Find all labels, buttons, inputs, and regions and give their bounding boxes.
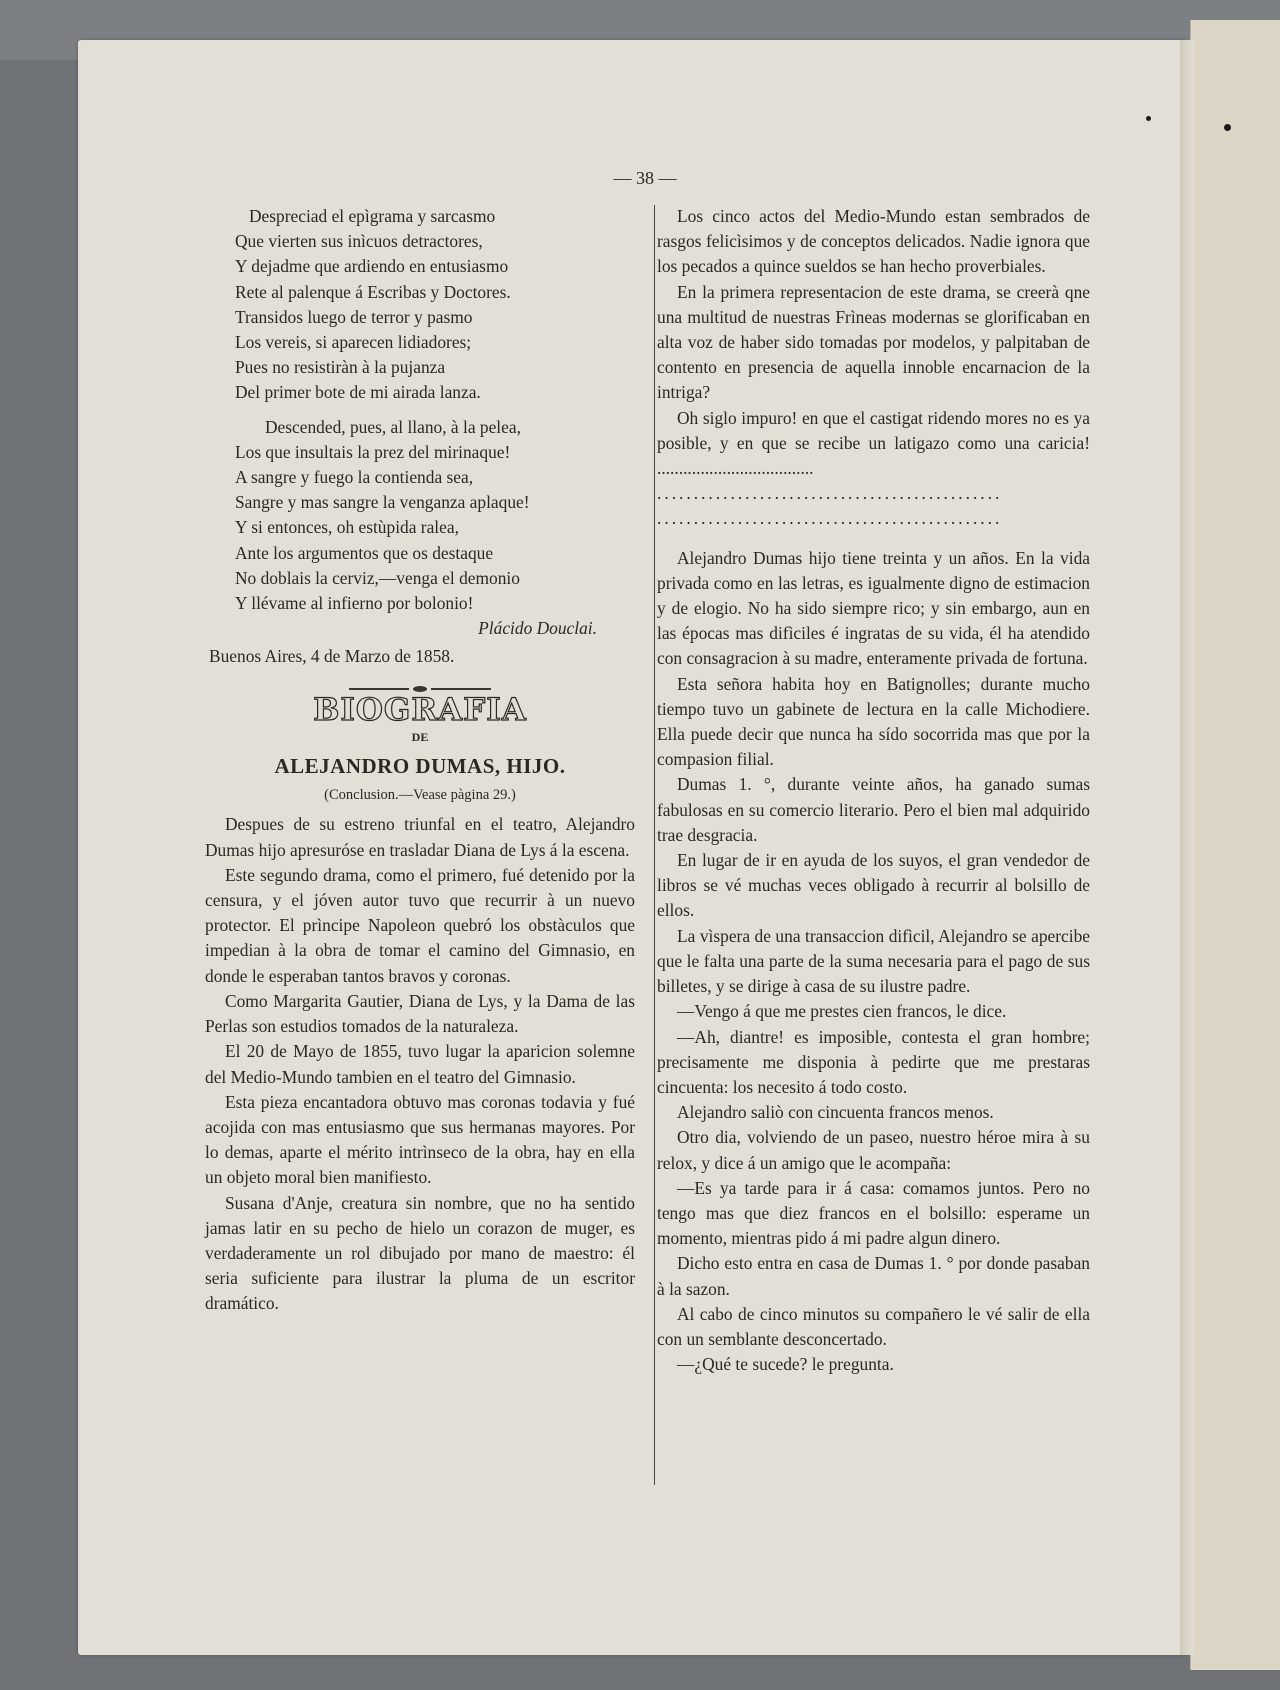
dot-leader-line: ............................................... bbox=[657, 483, 1003, 504]
paragraph: —¿Qué te sucede? le pregunta. bbox=[677, 1354, 894, 1375]
verse-line: Que vierten sus inìcuos detractores, bbox=[235, 231, 483, 252]
continuation-note: (Conclusion.—Vease pàgina 29.) bbox=[324, 787, 516, 804]
paragraph: En la primera representacion de este drama, se creerà qne una multitud de nuestras Frìneas modernas se glorificaban en alta voz de haber sido tomadas por modelos, y palpitaban de contento en presencia de aquella innoble encarnacion de la intriga? bbox=[657, 281, 1090, 403]
poem-stanza-1 bbox=[205, 204, 635, 406]
verse-line: Los vereis, si aparecen lidiadores; bbox=[235, 332, 472, 353]
paragraph: Esta señora habita hoy en Batignolles; durante mucho tiempo tuvo un gabinete de lectura en la calle Michodiere. Ella puede decir que nunca ha sído socorrida mas que por la compasion filial. bbox=[657, 673, 1090, 770]
paragraph: Esta pieza encantadora obtuvo mas coronas todavia y fué acojida con mas entusiasmo que sus hermanas mayores. Por lo demas, aparte el mérito intrìnseco de la obra, hay en ella un objeto moral bien manifiesto. bbox=[205, 1091, 635, 1188]
left-column bbox=[205, 204, 635, 1317]
verse-line: Del primer bote de mi airada lanza. bbox=[235, 382, 481, 403]
paragraph: Despues de su estreno triunfal en el teatro, Alejandro Dumas hijo apresuróse en trasladar Diana de Lys á la escena. bbox=[205, 814, 635, 860]
paragraph: —Ah, diantre! es imposible, contesta el gran hombre; precisamente me disponia à pedirte que me prestaras cincuenta: los necesito á todo costo. bbox=[657, 1026, 1090, 1097]
verse-line: A sangre y fuego la contienda sea, bbox=[235, 467, 474, 488]
right-column bbox=[657, 204, 1090, 1377]
page-number: — 38 — bbox=[613, 168, 677, 188]
dateline: Buenos Aires, 4 de Marzo de 1858. bbox=[209, 646, 455, 667]
verse-line: Transidos luego de terror y pasmo bbox=[235, 306, 473, 327]
dot-leader-line: ............................................... bbox=[657, 508, 1003, 529]
paragraph: Este segundo drama, como el primero, fué detenido por la censura, y el jóven autor tuvo que recurrir à un nuevo protector. El prìncipe Napoleon quebró los obstàculos que impedian à la obra de tomar el camino del Gimnasio, en donde le esperaban tantos bravos y coronas. bbox=[205, 864, 635, 986]
verse-line: Y si entonces, oh estùpida ralea, bbox=[235, 517, 459, 538]
verse-line: Despreciad el epìgrama y sarcasmo bbox=[249, 206, 496, 226]
article-title-de: DE bbox=[411, 729, 429, 744]
paragraph: En lugar de ir en ayuda de los suyos, el gran vendedor de libros se vé muchas veces obligado à recurrir al bolsillo de ellos. bbox=[657, 850, 1090, 921]
verse-line: Y llévame al infierno por bolonio! bbox=[235, 593, 474, 614]
page-edge bbox=[1180, 40, 1194, 1655]
paragraph: Dicho esto entra en casa de Dumas 1. ° por donde pasaban à la sazon. bbox=[657, 1253, 1090, 1299]
worm-hole bbox=[1224, 124, 1231, 131]
verse-line: Los que insultais la prez del mirinaque! bbox=[235, 441, 511, 462]
paragraph: La vìspera de una transaccion difìcil, Alejandro se apercibe que le falta una parte de la suma necesaria para el pago de sus billetes, y se dirige à casa de su ilustre padre. bbox=[657, 925, 1090, 997]
paragraph: Alejandro Dumas hijo tiene treinta y un años. En la vida privada como en las letras, es igualmente digno de estimacion y de elogio. No ha sido siempre rico; y sin embargo, aun en las épocas mas difìciles é ingratas de su vida, él ha atendido con consagracion à su madre, enteramente privada de fortuna. bbox=[657, 547, 1090, 669]
paragraph: El 20 de Mayo de 1855, tuvo lugar la aparicion solemne del Medio-Mundo tambien en el teatro del Gimnasio. bbox=[205, 1041, 635, 1087]
verse-line: Descended, pues, al llano, à la pelea, bbox=[265, 416, 521, 437]
paragraph: Los cinco actos del Medio-Mundo estan sembrados de rasgos felicìsimos y de conceptos delicados. Nadie ignora que los pecados a quince sueldos se han hecho proverbiales. bbox=[657, 206, 1090, 277]
verse-line: Y dejadme que ardiendo en entusiasmo bbox=[235, 256, 509, 277]
paragraph: Susana d'Anje, creatura sin nombre, que no ha sentido jamas latir en su pecho de hielo un corazon de muger, es verdaderamente un rol dibujado por mano de maestro: él seria suficiente para ilustrar la pluma de un escritor dramático. bbox=[205, 1192, 635, 1314]
paragraph: Como Margarita Gautier, Diana de Lys, y la Dama de las Perlas son estudios tomados de la naturaleza. bbox=[205, 990, 635, 1037]
paragraph: Dumas 1. °, durante veinte años, ha ganado sumas fabulosas en su comercio literario. Pero el bien mal adquirido trae desgracia. bbox=[657, 774, 1090, 845]
ornamental-rule bbox=[205, 686, 635, 692]
article-title: BIOGRAFIA bbox=[313, 691, 527, 728]
adjacent-page bbox=[1190, 20, 1280, 1670]
worm-hole bbox=[1146, 116, 1151, 121]
verse-line: Rete al palenque á Escribas y Doctores. bbox=[235, 281, 511, 302]
paragraph: —Vengo á que me prestes cien francos, le dice. bbox=[677, 1001, 1007, 1022]
paragraph: Oh siglo impuro! en que el castigat ridendo mores no es ya posible, y en que se recibe un latigazo como una caricia! .................................... bbox=[657, 407, 1090, 479]
verse-line: No doblais la cerviz,—venga el demonio bbox=[235, 567, 520, 588]
poem-stanza-2 bbox=[205, 415, 635, 617]
poem-signature: Plácido Douclai. bbox=[478, 618, 597, 639]
verse-line: Ante los argumentos que os destaque bbox=[235, 542, 494, 563]
verse-line: Pues no resistiràn à la pujanza bbox=[235, 357, 446, 378]
paragraph: Otro dia, volviendo de un paseo, nuestro héroe mira à su relox, y dice á un amigo que le acompaña: bbox=[657, 1127, 1090, 1173]
verse-line: Sangre y mas sangre la venganza aplaque! bbox=[235, 492, 530, 513]
paragraph: Al cabo de cinco minutos su compañero le vé salir de ella con un semblante desconcertado. bbox=[657, 1303, 1090, 1349]
paragraph: Alejandro saliò con cincuenta francos menos. bbox=[677, 1102, 994, 1123]
paragraph: —Es ya tarde para ir á casa: comamos juntos. Pero no tengo mas que diez francos en el bolsillo: esperame un momento, mientras pido á mi padre algun dinero. bbox=[657, 1177, 1090, 1249]
article-subject-name: ALEJANDRO DUMAS, HIJO. bbox=[274, 754, 566, 779]
column-divider bbox=[654, 205, 655, 1485]
